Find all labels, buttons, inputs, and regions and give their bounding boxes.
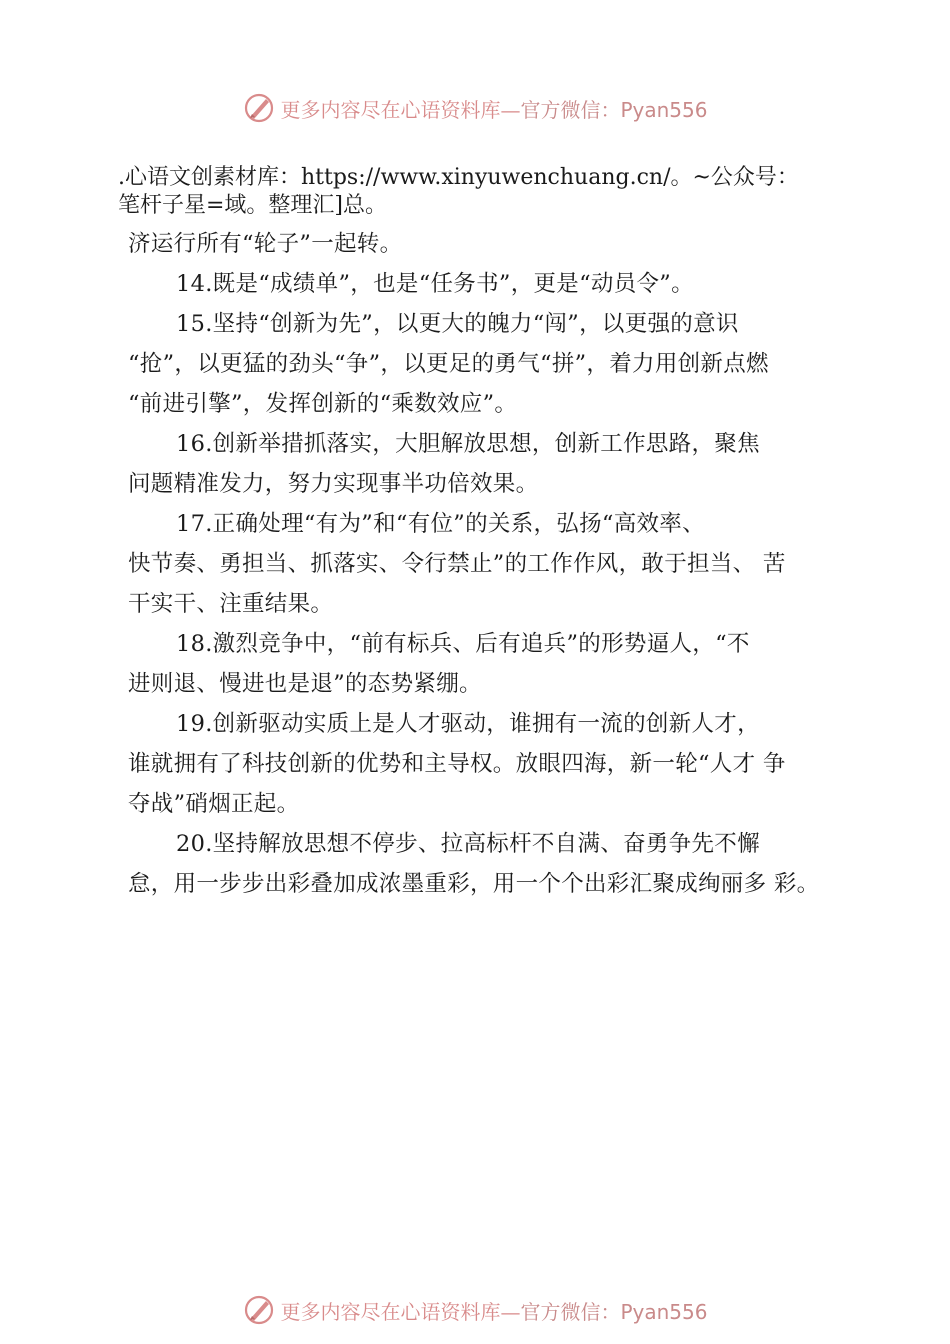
body-line: 干实干、注重结果。 bbox=[128, 591, 334, 617]
pen-logo-icon bbox=[242, 1293, 276, 1327]
body-line: 18.激烈竞争中，“前有标兵、后有追兵”的形势逼人，“不 bbox=[176, 631, 750, 657]
body-line: 16.创新举措抓落实，大胆解放思想，创新工作思路，聚焦 bbox=[176, 431, 760, 457]
body-line: “抢”，以更猛的劲头“争”，以更足的勇气“拼”，着力用创新点燃 bbox=[128, 351, 769, 377]
body-line: 问题精准发力，努力实现事半功倍效果。 bbox=[128, 471, 539, 497]
body-line: 15.坚持“创新为先”，以更大的魄力“闯”，以更强的意识 bbox=[176, 311, 739, 337]
pen-logo-icon bbox=[242, 91, 276, 125]
source-line-2: 笔杆子星=域。整理汇]总。 bbox=[118, 193, 388, 218]
banner-text: 更多内容尽在心语资料库— bbox=[280, 97, 521, 122]
bottom-watermark-banner bbox=[0, 1290, 950, 1330]
body-line: 快节奏、勇担当、抓落实、令行禁止”的工作作风，敢于担当、 苦 bbox=[128, 551, 786, 577]
body-line: 20.坚持解放思想不停步、拉高标杆不自满、奋勇争先不懈 bbox=[176, 831, 760, 857]
body-line: 怠，用一步步出彩叠加成浓墨重彩，用一个个出彩汇聚成绚丽多 彩。 bbox=[128, 871, 820, 897]
body-line: 14.既是“成绩单”，也是“任务书”，更是“动员令”。 bbox=[176, 271, 694, 297]
body-line: “前进引擎”，发挥创新的“乘数效应”。 bbox=[128, 391, 518, 417]
body-line: 17.正确处理“有为”和“有位”的关系，弘扬“高效率、 bbox=[176, 511, 705, 537]
banner-wechat: 官方微信：Pyan556 bbox=[520, 97, 708, 122]
banner-text: 更多内容尽在心语资料库— bbox=[280, 1299, 521, 1324]
body-line: 谁就拥有了科技创新的优势和主导权。放眼四海，新一轮“人才 争 bbox=[128, 751, 786, 777]
body-line: 进则退、慢进也是退”的态势紧绷。 bbox=[128, 671, 482, 697]
body-line: 夺战”硝烟正起。 bbox=[128, 791, 300, 817]
document-body bbox=[118, 164, 848, 904]
source-line-1: .心语文创素材库：https://www.xinyuwenchuang.cn/。~公众号： bbox=[118, 165, 799, 190]
body-line: 19.创新驱动实质上是人才驱动，谁拥有一流的创新人才， bbox=[176, 711, 760, 737]
body-line: 济运行所有“轮子”一起转。 bbox=[128, 231, 403, 257]
banner-wechat: 官方微信：Pyan556 bbox=[520, 1299, 708, 1324]
top-watermark-banner bbox=[0, 88, 950, 128]
